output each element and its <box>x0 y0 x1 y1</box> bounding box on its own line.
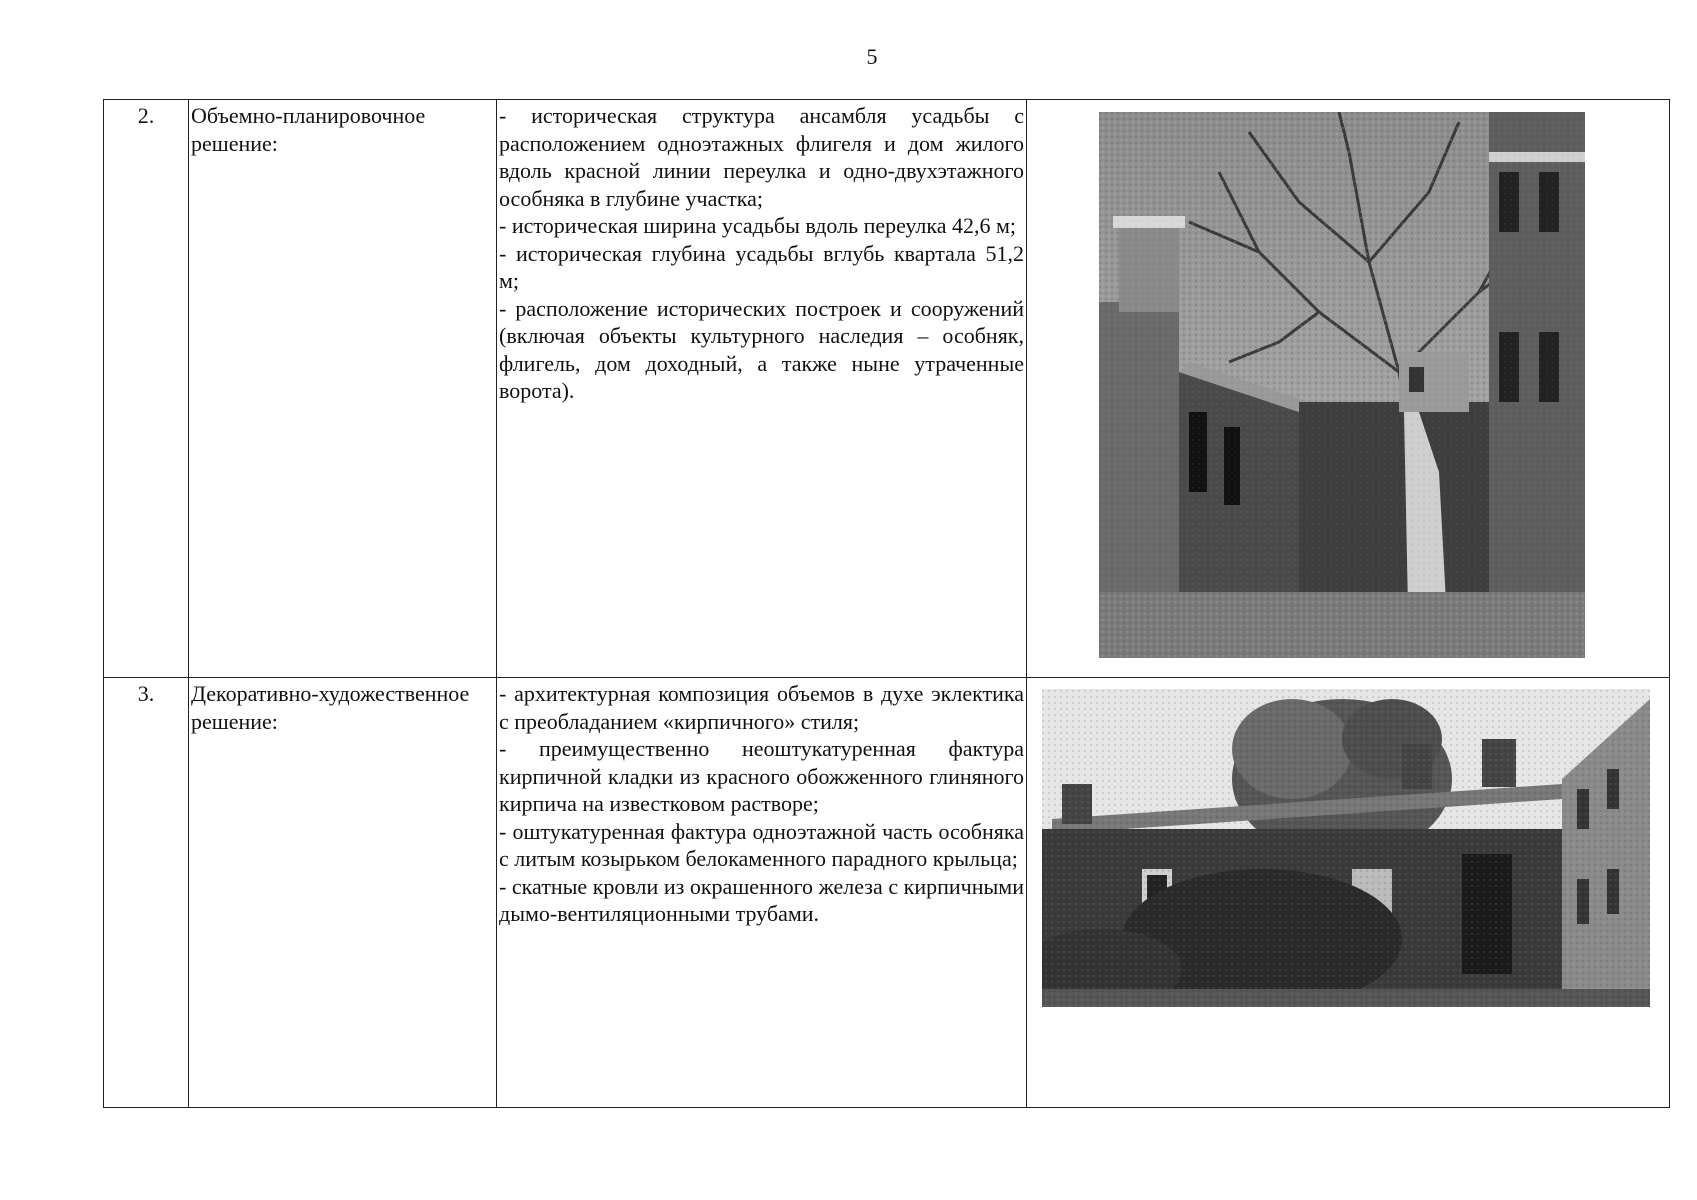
row-title: Декоративно-художественное решение: <box>189 678 497 1108</box>
description-item: - историческая ширина усадьбы вдоль переулка 42,6 м; <box>499 213 1017 238</box>
description-item: - оштукатуренная фактура одноэтажной часть особняка с литым козырьком белокаменного парадного крыльца; <box>499 818 1024 871</box>
description-item: - скатные кровли из окрашенного железа с кирпичными дымо-вентиляционными трубами. <box>499 873 1024 926</box>
table-row <box>104 678 1670 1108</box>
table-row <box>104 100 1670 678</box>
heritage-elements-table <box>103 99 1670 1108</box>
description-item: - расположение исторических построек и сооружений (включая объекты культурного наследия – особняк, флигель, дом доходный, а также ныне утраченные ворота). <box>499 295 1024 403</box>
row-number: 3. <box>104 678 189 1108</box>
row-number: 2. <box>104 100 189 678</box>
brick-house-facade-image <box>1042 689 1650 1007</box>
photo-cell <box>1027 678 1670 1108</box>
description-item: - историческая глубина усадьбы вглубь квартала 51,2 м; <box>499 240 1024 293</box>
description-item: - архитектурная композиция объемов в духе эклектика с преобладанием «кирпичного» стиля; <box>499 681 1024 734</box>
street-courtyard-image <box>1099 112 1585 658</box>
page-number: 5 <box>866 44 878 69</box>
photo-cell <box>1027 100 1670 678</box>
row-description <box>497 678 1027 1108</box>
street-courtyard-photo <box>1099 112 1585 658</box>
row-title: Объемно-планировочное решение: <box>189 100 497 678</box>
description-item: - преимущественно неоштукатуренная фактура кирпичной кладки из красного обожженного глиняного кирпича на известковом растворе; <box>499 736 1024 816</box>
row-description <box>497 100 1027 678</box>
description-item: - историческая структура ансамбля усадьбы с расположением одноэтажных флигеля и дом жилого вдоль красной линии переулка и одно-двухэтажного особняка в глубине участка; <box>499 103 1024 211</box>
brick-house-facade-photo <box>1042 689 1650 1007</box>
